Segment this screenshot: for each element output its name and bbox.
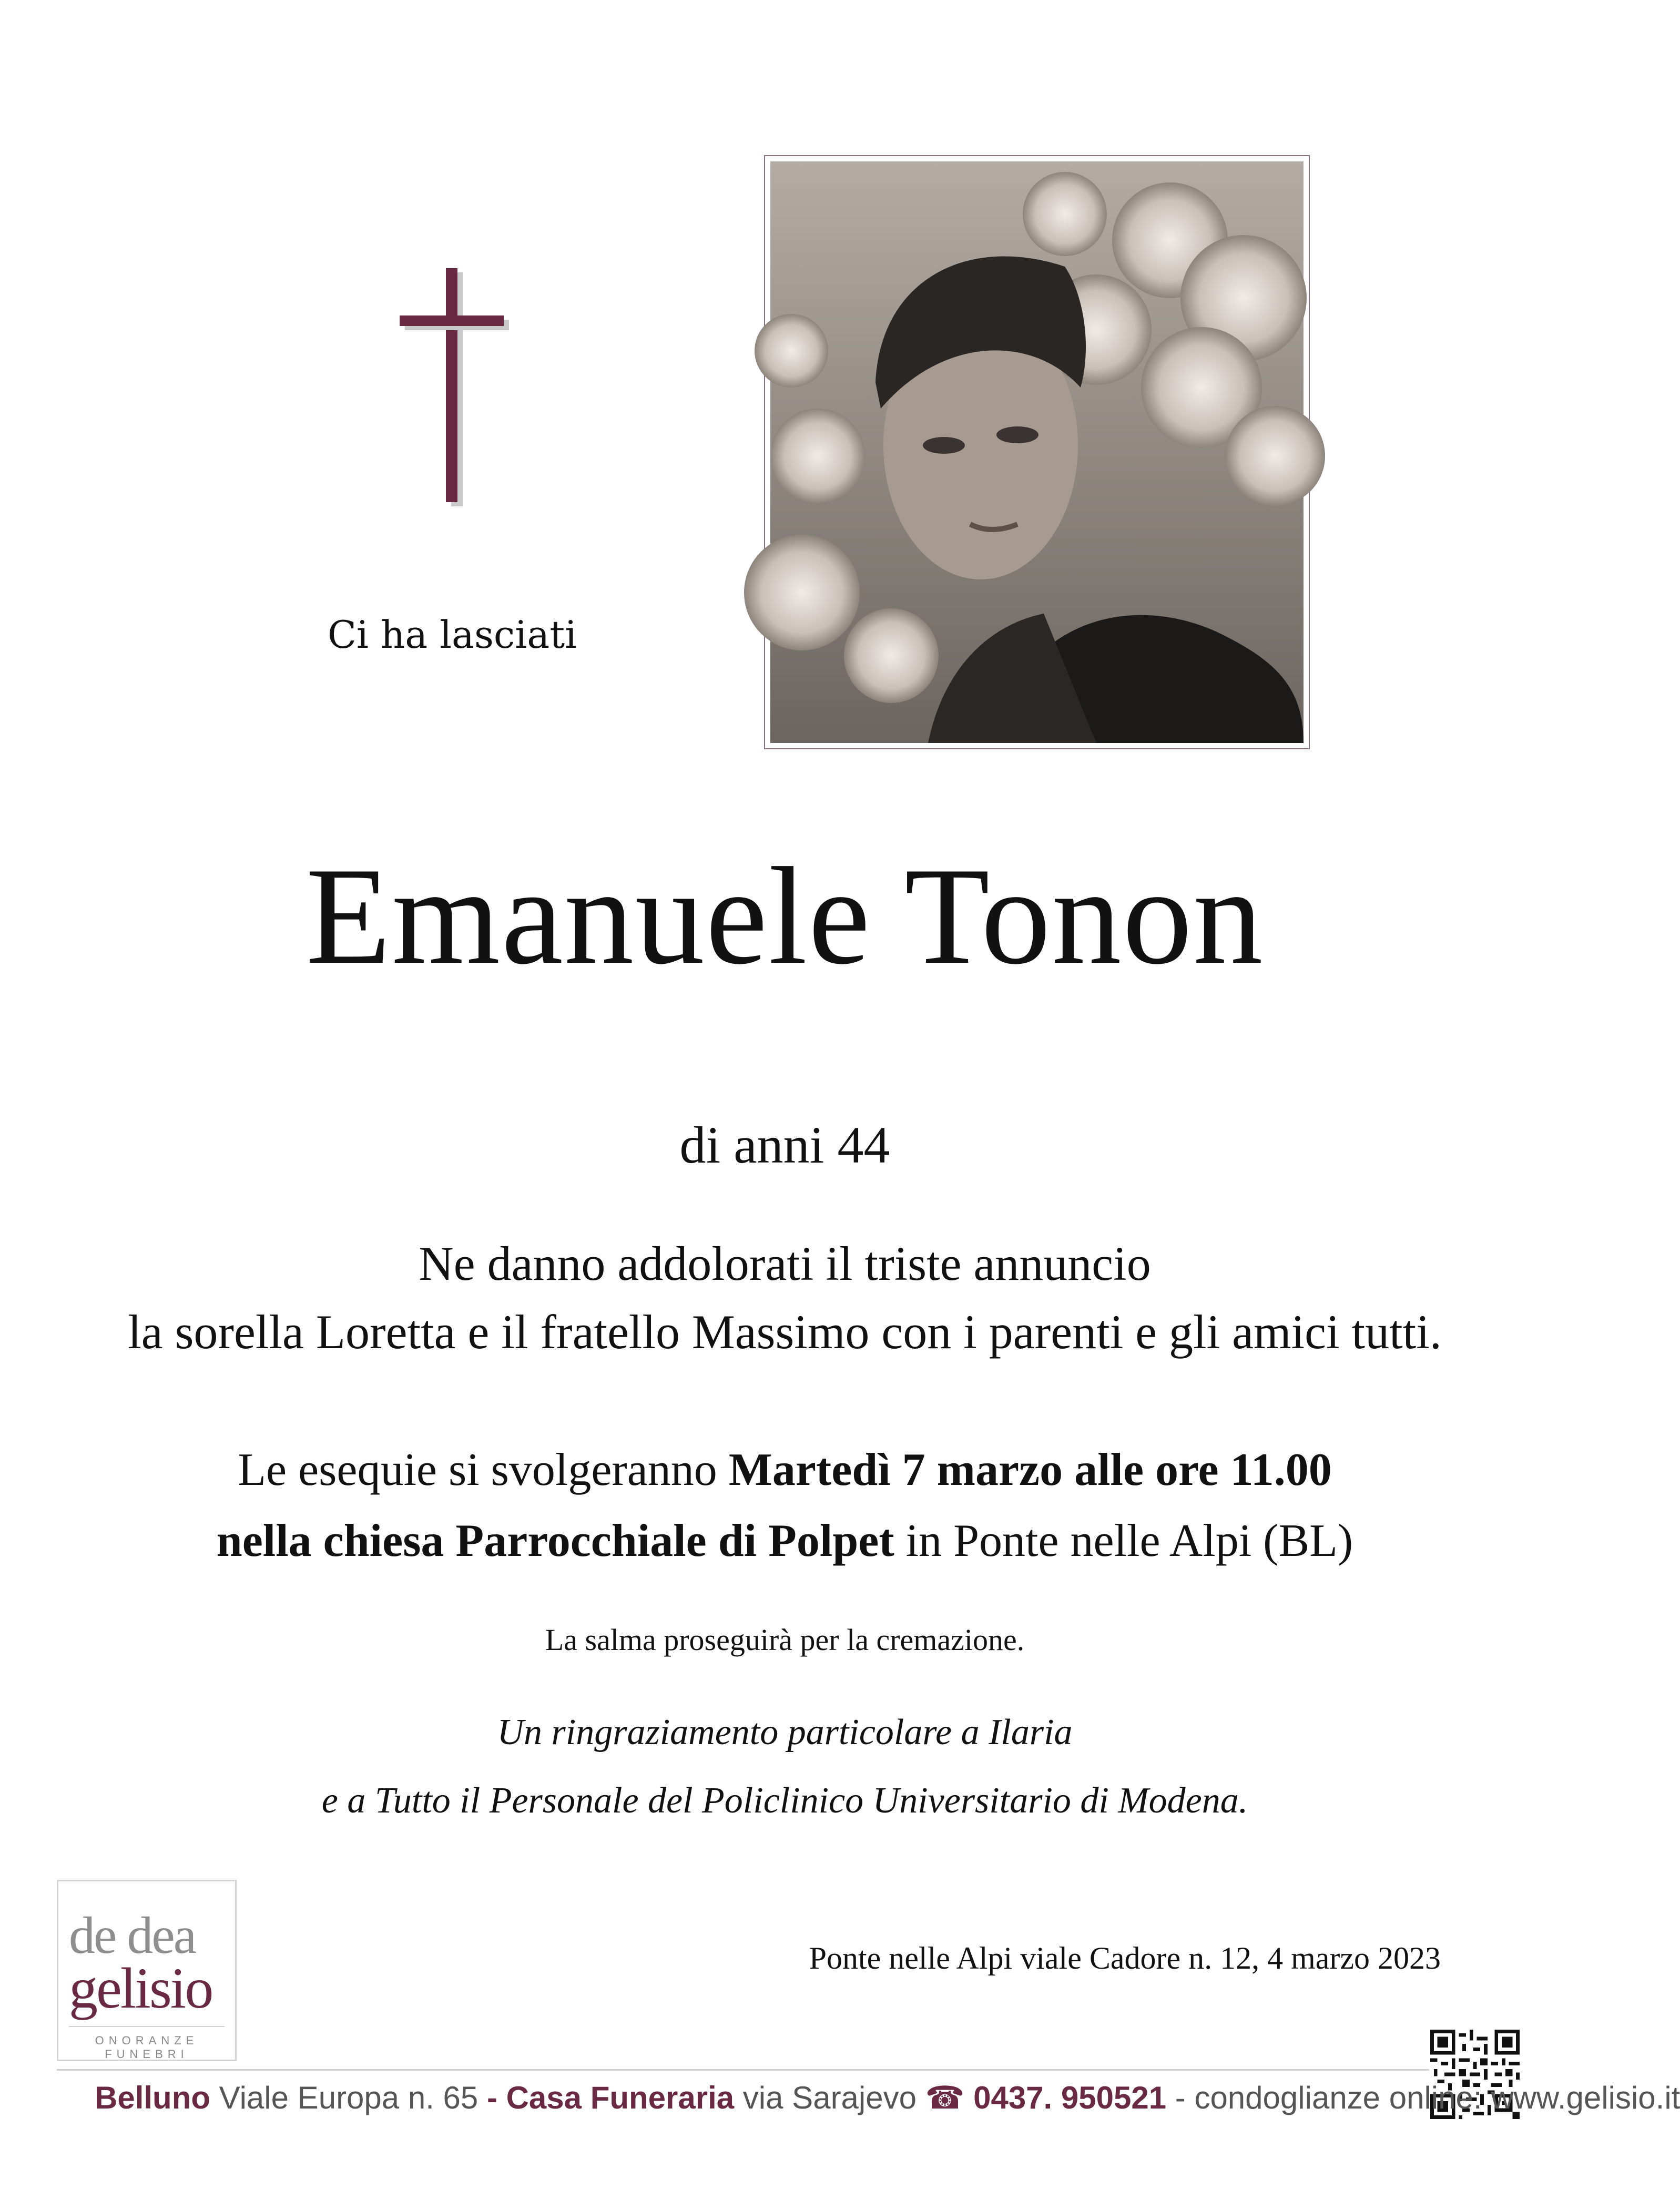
thanks-line-2: e a Tutto il Personale del Policlinico Universitario di Modena. bbox=[321, 1780, 1248, 1821]
footer-condolences-label: condoglianze online: bbox=[1194, 2080, 1491, 2115]
footer-contact bbox=[95, 2080, 1680, 2116]
logo-tagline: ONORANZE FUNEBRI bbox=[95, 2034, 199, 2061]
footer-house-address: via Sarajevo bbox=[734, 2080, 925, 2115]
footer-address: Viale Europa n. 65 bbox=[210, 2080, 487, 2115]
footer-website-link[interactable]: www.gelisio.it bbox=[1491, 2080, 1680, 2115]
portrait-photo bbox=[764, 155, 1310, 749]
footer-house-label: Casa Funeraria bbox=[497, 2080, 735, 2115]
funeral-datetime: Martedì 7 marzo alle ore 11.00 bbox=[728, 1444, 1332, 1495]
cross-icon bbox=[446, 268, 457, 502]
logo-line-2: gelisio bbox=[69, 1956, 212, 2020]
funeral-church: nella chiesa Parrocchiale di Polpet bbox=[216, 1515, 894, 1566]
logo-line-1: de dea bbox=[69, 1906, 196, 1964]
thanks-line-1: Un ringraziamento particolare a Ilaria bbox=[497, 1712, 1073, 1753]
footer-city: Belluno bbox=[95, 2080, 210, 2115]
place-date: Ponte nelle Alpi viale Cadore n. 12, 4 marzo 2023 bbox=[809, 1941, 1441, 1975]
age-text: di anni 44 bbox=[679, 1116, 890, 1174]
funeral-prefix: Le esequie si svolgeranno bbox=[238, 1444, 729, 1495]
logo-divider bbox=[69, 2026, 225, 2027]
cremation-note: La salma proseguirà per la cremazione. bbox=[545, 1623, 1025, 1657]
funeral-line-2 bbox=[0, 1514, 1570, 1567]
footer-phone[interactable]: 0437. 950521 bbox=[964, 2080, 1175, 2115]
deceased-name: Emanuele Tonon bbox=[306, 839, 1264, 993]
intro-text: Ci ha lasciati bbox=[327, 613, 577, 657]
phone-icon: ☎ bbox=[925, 2080, 965, 2115]
footer-divider bbox=[57, 2069, 1429, 2071]
announcement-line-1: Ne danno addolorati il triste annuncio bbox=[419, 1237, 1151, 1290]
cross-icon-bar bbox=[400, 315, 504, 326]
company-logo bbox=[57, 1880, 237, 2061]
footer-separator-2: - bbox=[1175, 2080, 1195, 2115]
funeral-line-1 bbox=[0, 1443, 1570, 1496]
announcement-line-2: la sorella Loretta e il fratello Massimo con i parenti e gli amici tutti. bbox=[128, 1305, 1442, 1359]
footer-separator: - bbox=[486, 2080, 497, 2115]
funeral-location: in Ponte nelle Alpi (BL) bbox=[894, 1515, 1353, 1566]
